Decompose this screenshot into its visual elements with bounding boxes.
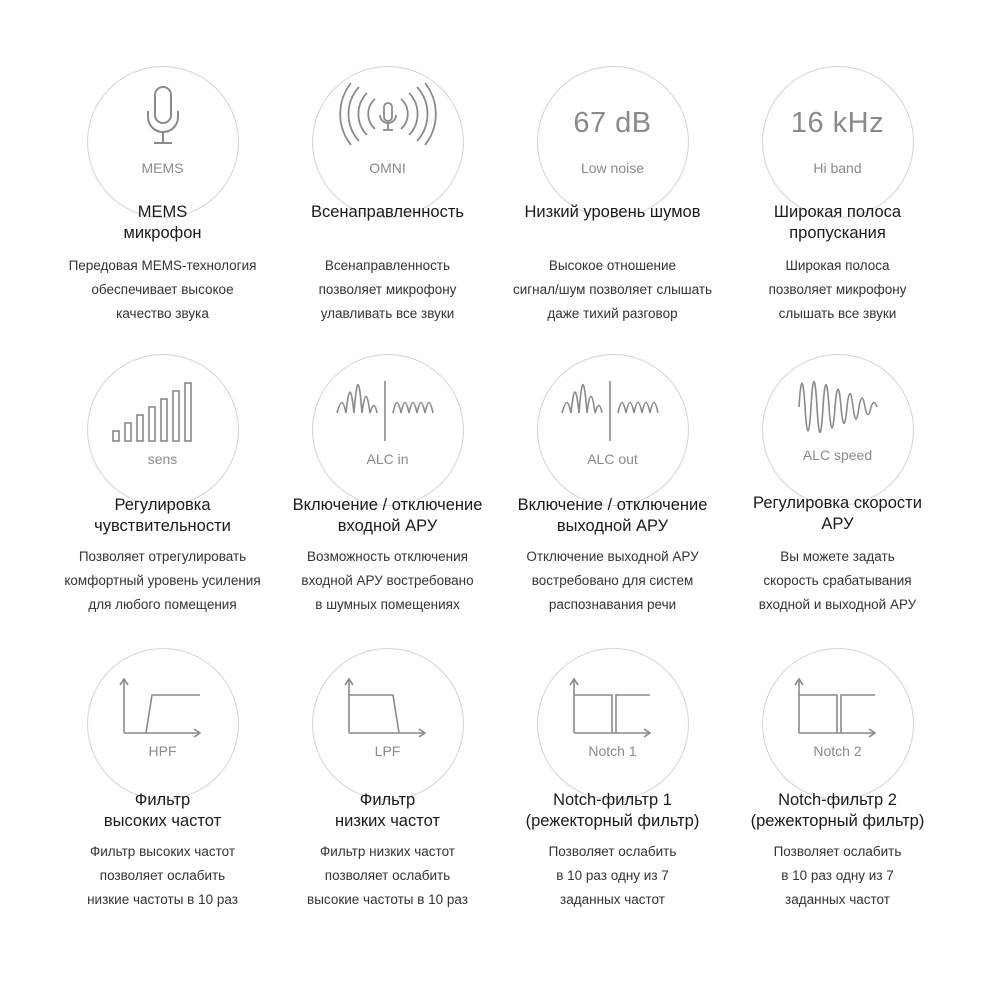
low-pass-filter-icon [313, 649, 463, 799]
feature-desc-line: Фильтр высоких частот [89, 844, 236, 859]
feature-title-line: MEMS [137, 203, 188, 221]
feature-title-line: Регулировка [114, 496, 211, 514]
feature-desc-line: комфортный уровень усиления [64, 573, 261, 588]
feature-title [50, 790, 275, 832]
feature-title-line: Включение / отключение [292, 496, 483, 514]
feature-description [725, 254, 950, 326]
feature-title-line: входной АРУ [337, 517, 438, 535]
feature-badge: Low noise [580, 160, 645, 176]
microphone-icon [88, 67, 238, 217]
feature-desc-line: входной и выходной АРУ [758, 597, 917, 612]
feature-description [275, 254, 500, 326]
notch-2-icon-circle [762, 648, 914, 800]
feature-title-line: Notch-фильтр 1 [553, 791, 672, 809]
feature-title-line: (режекторный фильтр) [525, 812, 700, 830]
feature-badge: HPF [148, 743, 177, 759]
feature-desc-line: Позволяет отрегулировать [78, 549, 247, 564]
feature-description [50, 545, 275, 617]
feature-title-line: высоких частот [103, 812, 222, 830]
feature-desc-line: слышать все звуки [778, 306, 897, 321]
feature-title-line: Фильтр [134, 791, 191, 809]
waveform-split-icon [538, 355, 688, 505]
feature-title-line: Фильтр [359, 791, 416, 809]
high-pass-filter-icon [88, 649, 238, 799]
feature-badge: Hi band [813, 160, 862, 176]
feature-badge: ALC out [587, 451, 638, 467]
feature-desc-line: Позволяет ослабить [773, 844, 902, 859]
feature-title [275, 202, 500, 223]
feature-title [50, 202, 275, 244]
feature-description [500, 840, 725, 912]
feature-desc-line: Высокое отношение [548, 258, 677, 273]
feature-title [50, 495, 275, 537]
feature-title-line: чувствительности [94, 517, 231, 535]
feature-desc-line: заданных частот [560, 892, 665, 907]
feature-desc-line: позволяет микрофону [768, 282, 907, 297]
feature-desc-line: в 10 раз одну из 7 [556, 868, 669, 883]
feature-description [275, 840, 500, 912]
feature-title-line: Включение / отключение [517, 496, 708, 514]
feature-badge: Notch 1 [588, 743, 637, 759]
alc-in-icon-circle [312, 354, 464, 506]
hi-band-icon-circle [762, 66, 914, 218]
lpf-icon-circle [312, 648, 464, 800]
noise-value: 67 dB [573, 107, 652, 139]
feature-title-line: Широкая полоса [773, 203, 902, 221]
feature-desc-line: Позволяет ослабить [548, 844, 677, 859]
feature-title-line: выходной АРУ [556, 517, 669, 535]
feature-desc-line: высокие частоты в 10 раз [307, 892, 468, 907]
feature-description [275, 545, 500, 617]
low-noise-icon-circle [537, 66, 689, 218]
feature-badge: LPF [374, 743, 401, 759]
alc-speed-icon-circle [762, 354, 914, 506]
feature-desc-line: улавливать все звуки [320, 306, 455, 321]
feature-desc-line: Вы можете задать [780, 549, 895, 564]
feature-desc-line: распознавания речи [548, 597, 677, 612]
feature-desc-line: Фильтр низких частот [320, 844, 455, 859]
feature-title-line: (режекторный фильтр) [750, 812, 925, 830]
feature-desc-line: позволяет микрофону [318, 282, 457, 297]
feature-title [725, 493, 950, 535]
feature-title-line: Всенаправленность [310, 203, 464, 221]
feature-title-line: Низкий уровень шумов [524, 203, 701, 221]
mems-icon-circle [87, 66, 239, 218]
alc-out-icon-circle [537, 354, 689, 506]
feature-title [275, 495, 500, 537]
feature-description [500, 545, 725, 617]
notch-1-icon-circle [537, 648, 689, 800]
feature-desc-line: позволяет ослабить [324, 868, 451, 883]
hpf-icon-circle [87, 648, 239, 800]
feature-badge: sens [147, 451, 178, 467]
feature-title [725, 790, 950, 832]
feature-desc-line: качество звука [116, 306, 209, 321]
feature-desc-line: позволяет ослабить [99, 868, 226, 883]
feature-description [500, 254, 725, 326]
feature-badge: Notch 2 [813, 743, 862, 759]
feature-title-line: Регулировка скорости [753, 494, 922, 512]
feature-desc-line: входной АРУ востребовано [301, 573, 474, 588]
feature-desc-line: заданных частот [785, 892, 890, 907]
feature-title [500, 202, 725, 223]
feature-title [275, 790, 500, 832]
feature-desc-line: Отключение выходной АРУ [526, 549, 699, 564]
feature-title-line: Notch-фильтр 2 [778, 791, 897, 809]
feature-badge: ALC speed [802, 447, 873, 463]
decaying-wave-icon [763, 355, 913, 505]
feature-title-line: низких частот [335, 812, 440, 830]
feature-description [50, 254, 275, 326]
bandwidth-value: 16 kHz [790, 107, 885, 139]
feature-desc-line: Передовая MEMS-технология [68, 258, 257, 273]
notch-filter-icon [538, 649, 688, 799]
feature-description [50, 840, 275, 912]
notch-filter-icon [763, 649, 913, 799]
feature-desc-line: Всенаправленность [324, 258, 451, 273]
feature-desc-line: Возможность отключения [307, 549, 468, 564]
feature-description [725, 545, 950, 617]
omni-icon-circle [312, 66, 464, 218]
feature-desc-line: обеспечивает высокое [91, 282, 234, 297]
feature-desc-line: Широкая полоса [785, 258, 890, 273]
feature-desc-line: в шумных помещениях [315, 597, 460, 612]
feature-title-line: микрофон [123, 224, 202, 242]
signal-bars-icon [88, 355, 238, 505]
feature-desc-line: для любого помещения [88, 597, 237, 612]
omnidirectional-icon [313, 67, 463, 217]
feature-desc-line: востребовано для систем [531, 573, 694, 588]
feature-desc-line: низкие частоты в 10 раз [87, 892, 238, 907]
sensitivity-icon-circle [87, 354, 239, 506]
feature-desc-line: скорость срабатывания [763, 573, 912, 588]
feature-title [725, 202, 950, 244]
feature-title-line: пропускания [789, 224, 886, 242]
feature-desc-line: даже тихий разговор [547, 306, 678, 321]
feature-desc-line: в 10 раз одну из 7 [781, 868, 894, 883]
feature-badge: OMNI [369, 160, 406, 176]
feature-badge: ALC in [366, 451, 409, 467]
feature-title [500, 495, 725, 537]
feature-title-line: АРУ [821, 515, 854, 533]
feature-title [500, 790, 725, 832]
waveform-split-icon [313, 355, 463, 505]
feature-description [725, 840, 950, 912]
feature-desc-line: сигнал/шум позволяет слышать [512, 282, 713, 297]
feature-badge: MEMS [141, 160, 184, 176]
